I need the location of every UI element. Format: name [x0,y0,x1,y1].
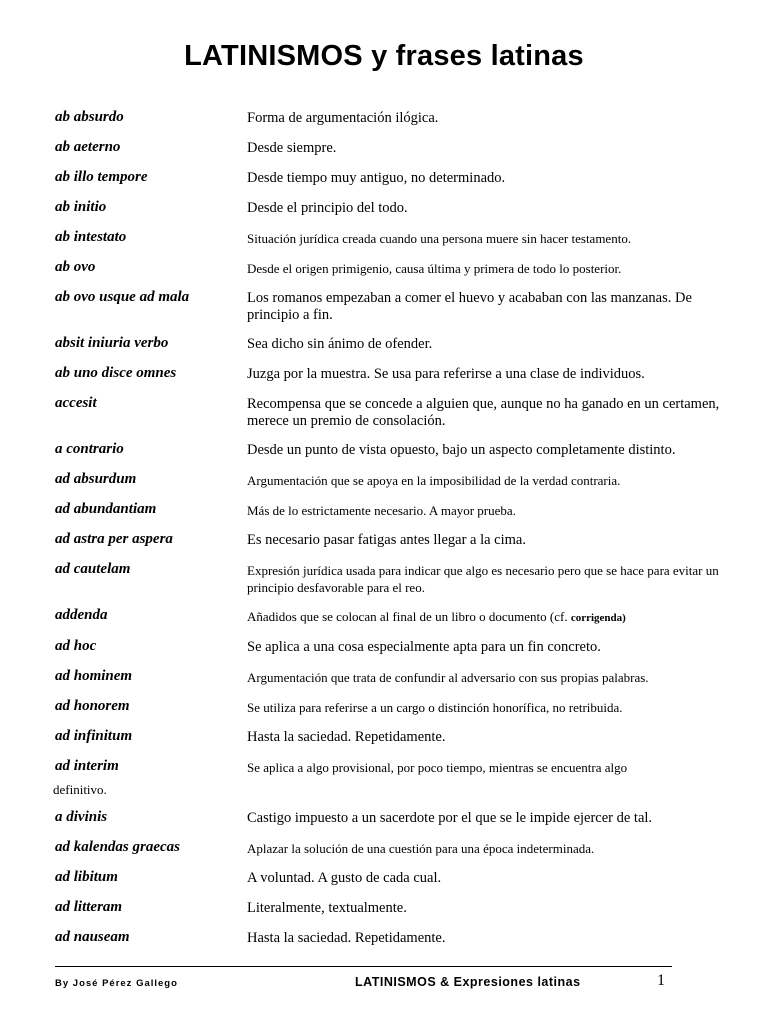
term-definition: Desde el origen primigenio, causa última y primera de todo lo posterior. [247,261,622,276]
cross-reference: corrigenda) [570,612,626,624]
glossary-entry [55,258,735,278]
glossary-entry [55,898,735,918]
term-definition: A voluntad. A gusto de cada cual. [247,870,442,886]
latin-term: ab illo tempore [55,169,148,185]
latin-term: ad absurdum [55,471,137,487]
glossary-entry [55,228,735,248]
latin-term: ab initio [55,199,107,215]
term-definition: Se utiliza para referirse a un cargo o distinción honorífica, no retribuida. [247,700,623,715]
latin-term: a divinis [55,809,108,825]
term-definition: Desde tiempo muy antiguo, no determinado. [247,170,506,186]
glossary-entry [55,394,735,430]
term-definition: Sea dicho sin ánimo de ofender. [247,336,433,352]
latin-term: accesit [55,395,97,411]
glossary-entry [55,868,735,888]
term-definition: Literalmente, textualmente. [247,900,407,916]
glossary-entry [55,757,735,777]
term-definition: Los romanos empezaban a comer el huevo y acababan con las manzanas. De principio a fin. [247,290,692,323]
glossary-entry [55,637,735,657]
footer-author: By José Pérez Gallego [55,978,178,989]
footer-divider [55,966,672,967]
latin-term: ad libitum [55,869,118,885]
glossary-entry [55,364,735,384]
latin-term: ab ovo [55,259,96,275]
term-definition: Argumentación que se apoya en la imposibilidad de la verdad contraria. [247,473,621,488]
glossary-entry [55,168,735,188]
glossary-entry [55,500,735,520]
glossary-entry [55,667,735,687]
term-definition: Más de lo estrictamente necesario. A mayor prueba. [247,503,516,518]
term-definition: Forma de argumentación ilógica. [247,110,439,126]
term-definition: Situación jurídica creada cuando una persona muere sin hacer testamento. [247,231,632,246]
term-definition: Hasta la saciedad. Repetidamente. [247,930,446,946]
term-definition: Castigo impuesto a un sacerdote por el que se le impide ejercer de tal. [247,810,653,826]
glossary-entry [55,440,735,460]
latin-term: ad interim [55,758,119,774]
latin-term: ad honorem [55,698,130,714]
footer-document-title: LATINISMOS & Expresiones latinas [355,975,581,989]
glossary-entry [55,928,735,948]
glossary-entry [55,470,735,490]
term-definition: Desde siempre. [247,140,337,156]
latin-term: ad infinitum [55,728,133,744]
latin-term: ad abundantiam [55,501,157,517]
definition-text: Añadidos que se colocan al final de un libro o documento (cf. [247,609,571,624]
term-definition: Es necesario pasar fatigas antes llegar a la cima. [247,532,526,548]
latin-term: ab aeterno [55,139,121,155]
term-definition [247,606,735,627]
term-definition: Juzga por la muestra. Se usa para referirse a una clase de individuos. [247,366,645,382]
glossary-entry [55,606,735,627]
latin-term: ad astra per aspera [55,531,173,547]
term-definition: Se aplica a algo provisional, por poco tiempo, mientras se encuentra algo [247,760,628,775]
latin-term: absit iniuria verbo [55,335,169,351]
glossary-entry [55,530,735,550]
latin-term: ab uno disce omnes [55,365,177,381]
glossary-entry [55,838,735,858]
latin-term: ad hominem [55,668,133,684]
term-definition: Desde el principio del todo. [247,200,408,216]
glossary-entry [55,198,735,218]
latin-term: ab ovo usque ad mala [55,289,190,305]
latin-term: ab intestato [55,229,127,245]
page-number: 1 [657,972,665,989]
glossary-entry [55,560,735,596]
latin-term: ad nauseam [55,929,130,945]
glossary-entry [55,334,735,354]
latin-term: a contrario [55,441,124,457]
term-definition: Se aplica a una cosa especialmente apta para un fin concreto. [247,639,601,655]
glossary-entry [55,138,735,158]
glossary-entry [55,288,735,324]
glossary-list [55,108,735,958]
latin-term: ab absurdo [55,109,124,125]
glossary-entry [55,808,735,828]
latin-term: ad cautelam [55,561,131,577]
latin-term: ad hoc [55,638,97,654]
glossary-entry [55,697,735,717]
definition-continuation: definitivo. [53,782,107,797]
term-definition: Aplazar la solución de una cuestión para una época indeterminada. [247,841,595,856]
term-definition: Hasta la saciedad. Repetidamente. [247,729,446,745]
term-definition: Expresión jurídica usada para indicar que algo es necesario pero que se hace para evitar un principio desfavorable para el reo. [247,563,719,595]
latin-term: ad litteram [55,899,123,915]
term-definition: Recompensa que se concede a alguien que, aunque no ha ganado en un certamen, merece un premio de consolación. [247,396,720,429]
glossary-entry [55,108,735,128]
page-title: LATINISMOS y frases latinas [184,40,584,72]
term-definition: Argumentación que trata de confundir al adversario con sus propias palabras. [247,670,649,685]
latin-term: ad kalendas graecas [55,839,180,855]
term-definition: Desde un punto de vista opuesto, bajo un aspecto completamente distinto. [247,442,676,458]
glossary-entry [55,727,735,747]
latin-term: addenda [55,607,108,623]
